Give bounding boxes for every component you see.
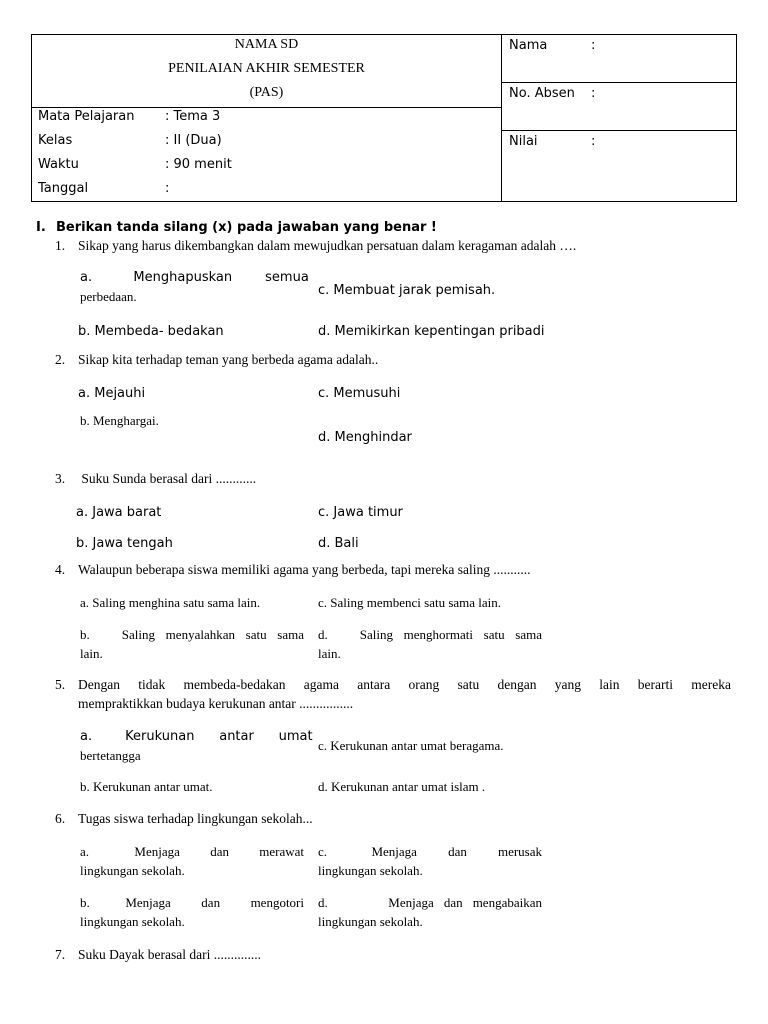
- option-d[interactable]: d. Menghindar: [318, 430, 412, 445]
- table-divider: [501, 35, 502, 201]
- option-a-line2: lingkungan sekolah.: [80, 863, 185, 878]
- question-number: 4.: [55, 562, 66, 577]
- question-text-line2: mempraktikkan budaya kerukunan antar ................: [78, 696, 354, 711]
- header-table: [31, 34, 737, 202]
- option-c[interactable]: c. Menjaga dan merusak: [318, 844, 542, 859]
- option-a-line2: perbedaan.: [80, 289, 137, 304]
- option-b-line2: lain.: [80, 646, 103, 661]
- question-number: 1.: [55, 238, 66, 253]
- field-label-date: Tanggal: [38, 181, 89, 196]
- option-d-line2: lain.: [318, 646, 341, 661]
- field-value-score: :: [591, 134, 596, 149]
- option-d-line2: lingkungan sekolah.: [318, 914, 423, 929]
- field-value-time: : 90 menit: [165, 157, 232, 172]
- field-label-absen: No. Absen: [509, 86, 575, 101]
- option-c-line2: lingkungan sekolah.: [318, 863, 423, 878]
- table-divider: [502, 130, 737, 131]
- option-c[interactable]: c. Saling membenci satu sama lain.: [318, 595, 502, 610]
- option-b-line2: lingkungan sekolah.: [80, 914, 185, 929]
- field-value-name: :: [591, 38, 596, 53]
- option-a[interactable]: a. Menjaga dan merawat: [80, 844, 304, 859]
- field-value-class: : II (Dua): [165, 133, 222, 148]
- field-label-subject: Mata Pelajaran: [38, 109, 135, 124]
- option-a-line2: bertetangga: [80, 748, 141, 763]
- option-c[interactable]: c. Memusuhi: [318, 386, 401, 401]
- question-number: 2.: [55, 352, 66, 367]
- option-d[interactable]: d. Bali: [318, 536, 359, 551]
- section-number: I.: [36, 220, 46, 235]
- question-number: 6.: [55, 811, 66, 826]
- option-c[interactable]: c. Jawa timur: [318, 505, 403, 520]
- question-text: Sikap kita terhadap teman yang berbeda agama adalah..: [78, 352, 379, 367]
- field-label-class: Kelas: [38, 133, 73, 148]
- section-instruction: Berikan tanda silang (x) pada jawaban yang benar !: [56, 220, 437, 235]
- option-b[interactable]: b. Menghargai.: [80, 413, 159, 428]
- question-text: Dengan tidak membeda-bedakan agama antara orang satu dengan yang lain berarti mereka: [78, 677, 731, 692]
- question-text: Tugas siswa terhadap lingkungan sekolah...: [78, 811, 313, 826]
- option-a[interactable]: a. Kerukunan antar umat: [80, 729, 313, 744]
- option-d[interactable]: d. Saling menghormati satu sama: [318, 627, 542, 642]
- table-divider: [32, 107, 501, 108]
- table-divider: [502, 82, 737, 83]
- question-text: Suku Sunda berasal dari ............: [78, 471, 257, 486]
- option-b[interactable]: b. Menjaga dan mengotori: [80, 895, 304, 910]
- field-value-absen: :: [591, 86, 596, 101]
- question-text: Sikap yang harus dikembangkan dalam mewujudkan persatuan dalam keragaman adalah ….: [78, 238, 577, 253]
- question-number: 5.: [55, 677, 66, 692]
- option-d[interactable]: d. Memikirkan kepentingan pribadi: [318, 324, 545, 339]
- option-b[interactable]: b. Saling menyalahkan satu sama: [80, 627, 304, 642]
- field-value-date: :: [165, 181, 170, 196]
- option-a[interactable]: a. Jawa barat: [76, 505, 162, 520]
- option-b[interactable]: b. Jawa tengah: [76, 536, 173, 551]
- option-b[interactable]: b. Membeda- bedakan: [78, 324, 224, 339]
- question-text: Suku Dayak berasal dari ..............: [78, 947, 261, 962]
- option-d[interactable]: d. Kerukunan antar umat islam .: [318, 779, 486, 794]
- option-a-line1: a. Menghapuskan semua: [80, 270, 309, 285]
- question-number: 7.: [55, 947, 66, 962]
- exam-abbr: (PAS): [249, 85, 284, 100]
- field-value-subject: : Tema 3: [165, 109, 221, 124]
- school-name: NAMA SD: [234, 37, 299, 52]
- field-label-time: Waktu: [38, 157, 79, 172]
- option-c[interactable]: c. Kerukunan antar umat beragama.: [318, 738, 504, 753]
- option-a[interactable]: [80, 270, 309, 285]
- exam-title: PENILAIAN AKHIR SEMESTER: [168, 61, 365, 76]
- option-c[interactable]: c. Membuat jarak pemisah.: [318, 283, 496, 298]
- option-a[interactable]: a. Saling menghina satu sama lain.: [80, 595, 261, 610]
- option-b[interactable]: b. Kerukunan antar umat.: [80, 779, 213, 794]
- field-label-name: Nama: [509, 38, 548, 53]
- question-number: 3.: [55, 471, 66, 486]
- field-label-score: Nilai: [509, 134, 538, 149]
- option-d[interactable]: d. Menjaga dan mengabaikan: [318, 895, 542, 910]
- question-text: Walaupun beberapa siswa memiliki agama yang berbeda, tapi mereka saling ...........: [78, 562, 531, 577]
- option-a[interactable]: a. Mejauhi: [78, 386, 146, 401]
